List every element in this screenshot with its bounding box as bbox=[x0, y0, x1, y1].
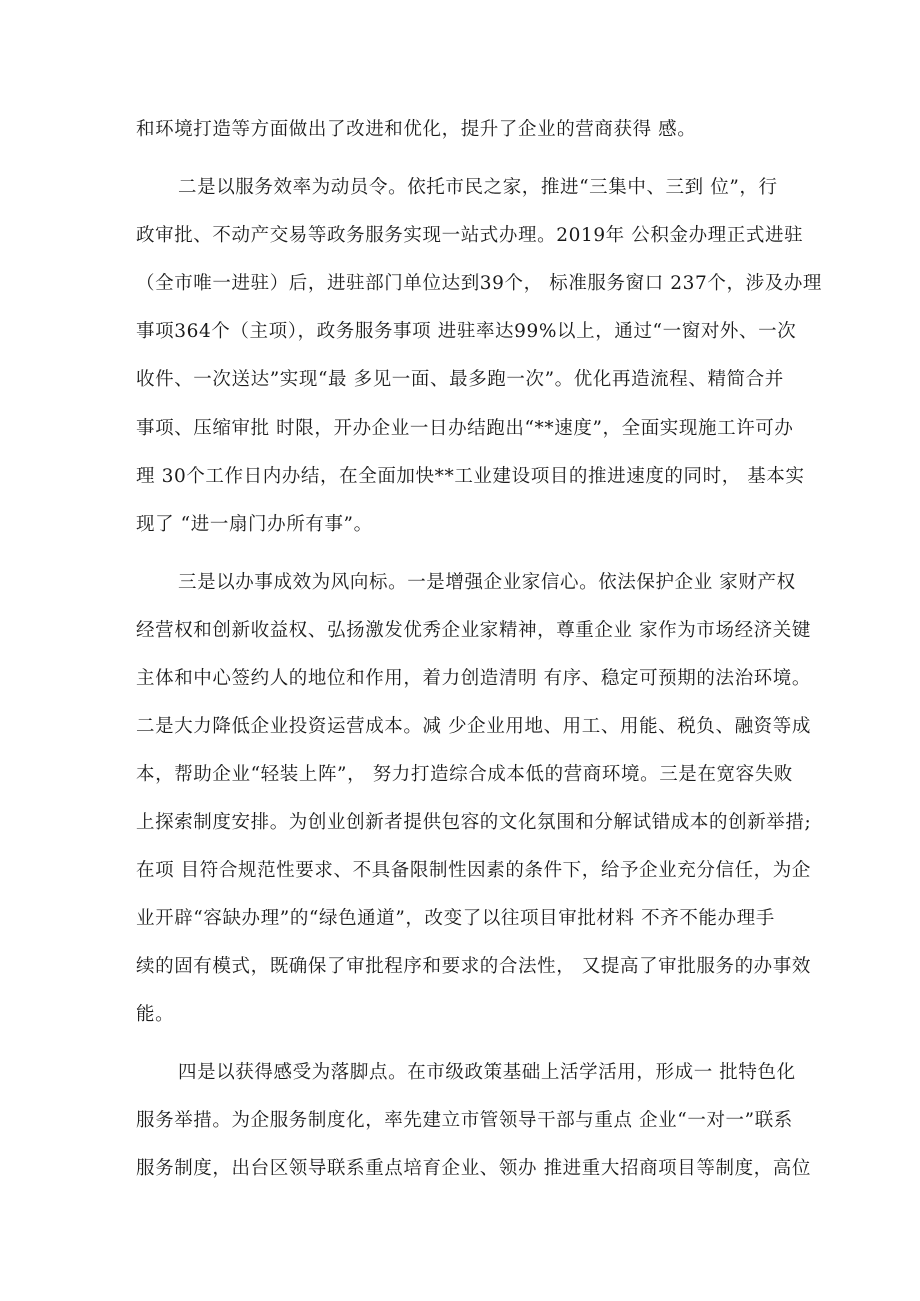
text-line: 在项 目符合规范性要求、不具备限制性因素的条件下，给予企业充分信任，为企 bbox=[136, 860, 811, 881]
text-line: 理 30个工作日内办结，在全面加快**工业建设项目的推进速度的同时， 基本实 bbox=[136, 466, 805, 487]
text-line: （全市唯一进驻）后，进驻部门单位达到39个， 标准服务窗口 237个，涉及办理 bbox=[136, 273, 823, 294]
text-line: 和环境打造等方面做出了改进和优化，提升了企业的营商获得 感。 bbox=[136, 119, 697, 140]
text-line: 事项364个（主项），政务服务事项 进驻率达99%以上，通过“一窗对外、一次 bbox=[136, 321, 797, 342]
text-line: 服务制度，出台区领导联系重点培育企业、领办 推进重大招商项目等制度，高位 bbox=[136, 1158, 811, 1179]
text-line: 二是大力降低企业投资运营成本。减 少企业用地、用工、用能、税负、融资等成 bbox=[136, 716, 811, 737]
text-line: 能。 bbox=[136, 1004, 175, 1025]
text-line: 政审批、不动产交易等政务服务实现一站式办理。2019年 公积金办理正式进驻 bbox=[136, 225, 804, 246]
text-line: 二是以服务效率为动员令。依托市民之家，推进“三集中、三到 位”，行 bbox=[178, 177, 778, 198]
text-line: 主体和中心签约人的地位和作用，着力创造清明 有序、稳定可预期的法治环境。 bbox=[136, 668, 811, 689]
text-line: 事项、压缩审批 时限，开办企业一日办结跑出“**速度”，全面实现施工许可办 bbox=[136, 418, 794, 439]
text-line: 上探索制度安排。为创业创新者提供包容的文化氛围和分解试错成本的创新举措; bbox=[136, 812, 812, 833]
text-line: 四是以获得感受为落脚点。在市级政策基础上活学活用，形成一 批特色化 bbox=[178, 1062, 796, 1083]
text-line: 本，帮助企业“轻装上阵”， 努力打造综合成本低的营商环境。三是在宽容失败 bbox=[136, 764, 793, 785]
text-line: 现了 “进一扇门办所有事”。 bbox=[136, 514, 373, 535]
text-line: 三是以办事成效为风向标。一是增强企业家信心。依法保护企业 家财产权 bbox=[178, 572, 796, 593]
text-line: 收件、一次送达”实现“最 多见一面、最多跑一次”。优化再造流程、精简合并 bbox=[136, 369, 784, 390]
text-line: 经营权和创新收益权、弘扬激发优秀企业家精神，尊重企业 家作为市场经济关键 bbox=[136, 620, 811, 641]
text-line: 服务举措。为企服务制度化，率先建立市管领导干部与重点 企业“一对一”联系 bbox=[136, 1110, 793, 1131]
text-line: 续的固有模式，既确保了审批程序和要求的合法性， 又提高了审批服务的办事效 bbox=[136, 956, 811, 977]
text-line: 业开辟“容缺办理”的“绿色通道”，改变了以往项目审批材料 不齐不能办理手 bbox=[136, 908, 775, 929]
